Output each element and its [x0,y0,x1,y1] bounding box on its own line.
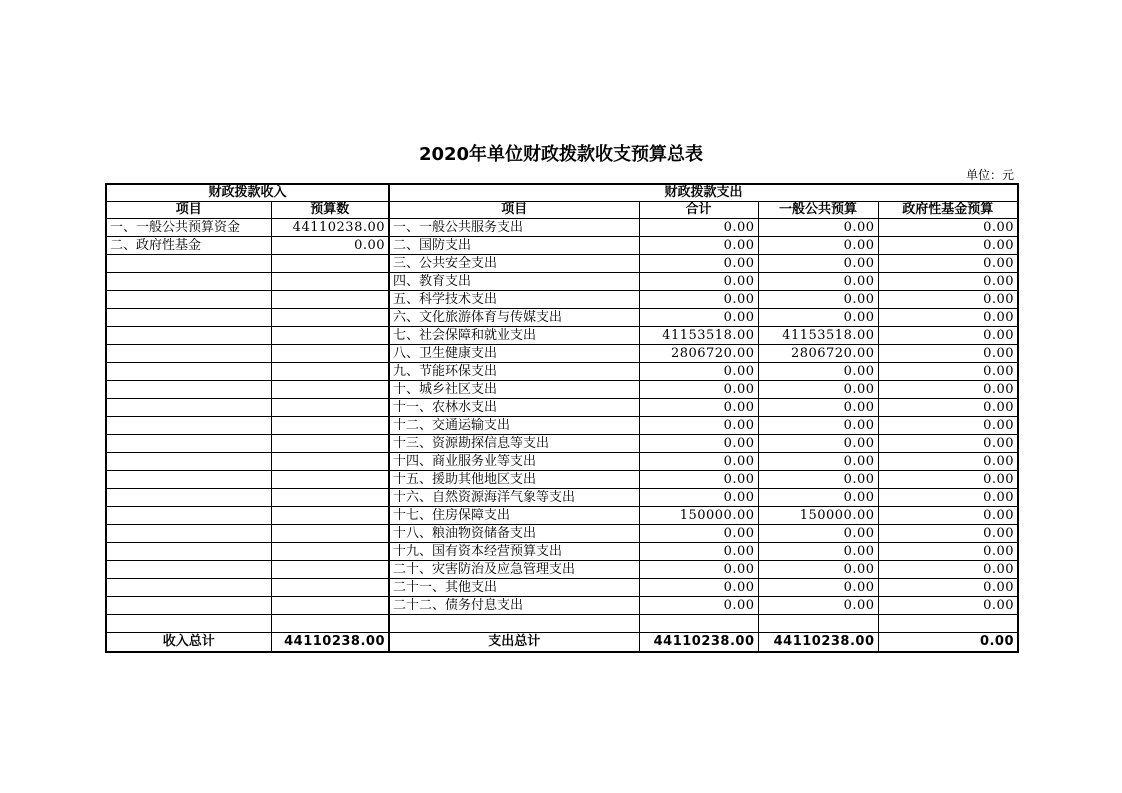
col-header-total: 合计 [639,202,758,219]
fund-budget-cell [878,615,1018,633]
expense-item-cell: 四、教育支出 [389,273,639,291]
expense-item-cell: 八、卫生健康支出 [389,345,639,363]
total-cell: 41153518.00 [639,327,758,345]
general-budget-cell: 0.00 [758,255,878,273]
col-header-expense-item: 项目 [389,202,639,219]
general-budget-cell: 0.00 [758,399,878,417]
fund-budget-cell: 0.00 [878,597,1018,615]
income-item-cell [106,471,271,489]
income-amount-cell [271,561,389,579]
general-budget-cell: 150000.00 [758,507,878,525]
income-item-cell [106,453,271,471]
table-row [106,273,1018,291]
income-amount-cell [271,597,389,615]
general-budget-cell: 0.00 [758,525,878,543]
table-row [106,291,1018,309]
income-amount-cell [271,327,389,345]
expense-item-cell: 二、国防支出 [389,237,639,255]
income-item-cell [106,489,271,507]
income-amount-cell [271,489,389,507]
fund-budget-cell: 0.00 [878,489,1018,507]
total-cell: 0.00 [639,453,758,471]
expense-item-cell: 十二、交通运输支出 [389,417,639,435]
fund-budget-cell: 0.00 [878,237,1018,255]
table-row [106,363,1018,381]
expense-item-cell: 十五、援助其他地区支出 [389,471,639,489]
income-item-cell [106,543,271,561]
table-row [106,345,1018,363]
fund-budget-cell: 0.00 [878,543,1018,561]
table-row [106,417,1018,435]
fund-budget-cell: 0.00 [878,381,1018,399]
fund-budget-cell: 0.00 [878,435,1018,453]
income-amount-cell [271,309,389,327]
general-budget-cell: 0.00 [758,363,878,381]
table-row [106,237,1018,255]
general-budget-cell: 0.00 [758,273,878,291]
income-item-cell [106,507,271,525]
total-cell: 0.00 [639,219,758,237]
total-cell [639,615,758,633]
total-cell: 0.00 [639,381,758,399]
income-amount-cell [271,453,389,471]
col-header-income-amount: 预算数 [271,202,389,219]
col-header-fund: 政府性基金预算 [878,202,1018,219]
income-amount-cell: 0.00 [271,237,389,255]
expense-item-cell: 十九、国有资本经营预算支出 [389,543,639,561]
fund-budget-cell: 0.00 [878,327,1018,345]
total-cell: 150000.00 [639,507,758,525]
total-cell: 0.00 [639,255,758,273]
expense-item-cell: 三、公共安全支出 [389,255,639,273]
expense-item-cell: 六、文化旅游体育与传媒支出 [389,309,639,327]
table-row [106,543,1018,561]
table-row [106,453,1018,471]
income-amount-cell [271,543,389,561]
general-budget-total: 44110238.00 [758,633,878,653]
general-budget-cell: 0.00 [758,543,878,561]
income-amount-cell [271,363,389,381]
income-amount-cell [271,345,389,363]
fund-budget-cell: 0.00 [878,345,1018,363]
income-amount-cell: 44110238.00 [271,219,389,237]
general-budget-cell: 0.00 [758,291,878,309]
expense-group-header: 财政拨款支出 [389,184,1018,202]
expense-item-cell: 二十二、债务付息支出 [389,597,639,615]
income-item-cell [106,615,271,633]
table-row [106,255,1018,273]
income-total-label: 收入总计 [106,633,271,653]
total-cell: 0.00 [639,291,758,309]
group-header-row [106,184,1018,202]
income-amount-cell [271,417,389,435]
table-row [106,219,1018,237]
total-cell: 0.00 [639,597,758,615]
budget-table [105,183,1019,653]
expense-item-cell: 五、科学技术支出 [389,291,639,309]
expense-item-cell: 九、节能环保支出 [389,363,639,381]
column-header-row [106,202,1018,219]
expense-item-cell: 十一、农林水支出 [389,399,639,417]
table-row [106,471,1018,489]
table-row [106,561,1018,579]
income-item-cell [106,579,271,597]
total-cell: 2806720.00 [639,345,758,363]
total-cell: 0.00 [639,471,758,489]
document-title: 2020年单位财政拨款收支预算总表 [418,144,704,165]
total-cell: 0.00 [639,237,758,255]
general-budget-cell: 41153518.00 [758,327,878,345]
income-amount-cell [271,435,389,453]
general-budget-cell: 0.00 [758,417,878,435]
general-budget-cell: 0.00 [758,381,878,399]
income-item-cell: 一、一般公共预算资金 [106,219,271,237]
general-budget-cell: 2806720.00 [758,345,878,363]
expense-item-cell: 一、一般公共服务支出 [389,219,639,237]
general-budget-cell: 0.00 [758,219,878,237]
totals-row [106,633,1018,653]
fund-budget-cell: 0.00 [878,471,1018,489]
expense-total-amount: 44110238.00 [639,633,758,653]
general-budget-cell: 0.00 [758,489,878,507]
table-row [106,381,1018,399]
income-item-cell: 二、政府性基金 [106,237,271,255]
income-amount-cell [271,525,389,543]
expense-item-cell [389,615,639,633]
expense-item-cell: 十六、自然资源海洋气象等支出 [389,489,639,507]
table-row [106,615,1018,633]
table-row [106,597,1018,615]
total-cell: 0.00 [639,525,758,543]
total-cell: 0.00 [639,435,758,453]
general-budget-cell: 0.00 [758,237,878,255]
general-budget-cell: 0.00 [758,579,878,597]
total-cell: 0.00 [639,579,758,597]
col-header-income-item: 项目 [106,202,271,219]
total-cell: 0.00 [639,273,758,291]
income-total-amount: 44110238.00 [271,633,389,653]
expense-item-cell: 十、城乡社区支出 [389,381,639,399]
income-amount-cell [271,507,389,525]
total-cell: 0.00 [639,309,758,327]
income-amount-cell [271,291,389,309]
income-amount-cell [271,399,389,417]
total-cell: 0.00 [639,489,758,507]
fund-budget-cell: 0.00 [878,219,1018,237]
income-item-cell [106,345,271,363]
total-cell: 0.00 [639,561,758,579]
general-budget-cell: 0.00 [758,309,878,327]
fund-budget-cell: 0.00 [878,561,1018,579]
fund-budget-cell: 0.00 [878,507,1018,525]
income-item-cell [106,327,271,345]
income-item-cell [106,309,271,327]
expense-item-cell: 二十、灾害防治及应急管理支出 [389,561,639,579]
fund-budget-cell: 0.00 [878,453,1018,471]
table-row [106,327,1018,345]
income-amount-cell [271,255,389,273]
total-cell: 0.00 [639,363,758,381]
fund-budget-cell: 0.00 [878,525,1018,543]
income-item-cell [106,435,271,453]
income-group-header: 财政拨款收入 [106,184,389,202]
table-row [106,525,1018,543]
fund-budget-cell: 0.00 [878,273,1018,291]
general-budget-cell: 0.00 [758,453,878,471]
income-item-cell [106,381,271,399]
expense-item-cell: 二十一、其他支出 [389,579,639,597]
income-amount-cell [271,471,389,489]
table-row [106,309,1018,327]
fund-budget-cell: 0.00 [878,399,1018,417]
table-row [106,435,1018,453]
fund-budget-cell: 0.00 [878,291,1018,309]
fund-budget-cell: 0.00 [878,255,1018,273]
unit-label: 单位：元 [965,168,1014,182]
general-budget-cell [758,615,878,633]
expense-item-cell: 十八、粮油物资储备支出 [389,525,639,543]
expense-total-label: 支出总计 [389,633,639,653]
fund-budget-cell: 0.00 [878,417,1018,435]
income-amount-cell [271,273,389,291]
table-row [106,507,1018,525]
general-budget-cell: 0.00 [758,471,878,489]
income-amount-cell [271,381,389,399]
total-cell: 0.00 [639,417,758,435]
fund-budget-cell: 0.00 [878,579,1018,597]
income-amount-cell [271,579,389,597]
general-budget-cell: 0.00 [758,597,878,615]
expense-item-cell: 十七、住房保障支出 [389,507,639,525]
total-cell: 0.00 [639,399,758,417]
total-cell: 0.00 [639,543,758,561]
col-header-general: 一般公共预算 [758,202,878,219]
general-budget-cell: 0.00 [758,435,878,453]
income-item-cell [106,525,271,543]
table-row [106,399,1018,417]
income-item-cell [106,417,271,435]
expense-item-cell: 十三、资源勘探信息等支出 [389,435,639,453]
income-amount-cell [271,615,389,633]
general-budget-cell: 0.00 [758,561,878,579]
fund-budget-cell: 0.00 [878,363,1018,381]
fund-budget-total: 0.00 [878,633,1018,653]
table-row [106,579,1018,597]
fund-budget-cell: 0.00 [878,309,1018,327]
expense-item-cell: 七、社会保障和就业支出 [389,327,639,345]
income-item-cell [106,399,271,417]
expense-item-cell: 十四、商业服务业等支出 [389,453,639,471]
income-item-cell [106,273,271,291]
income-item-cell [106,597,271,615]
table-row [106,489,1018,507]
income-item-cell [106,291,271,309]
income-item-cell [106,363,271,381]
income-item-cell [106,561,271,579]
income-item-cell [106,255,271,273]
